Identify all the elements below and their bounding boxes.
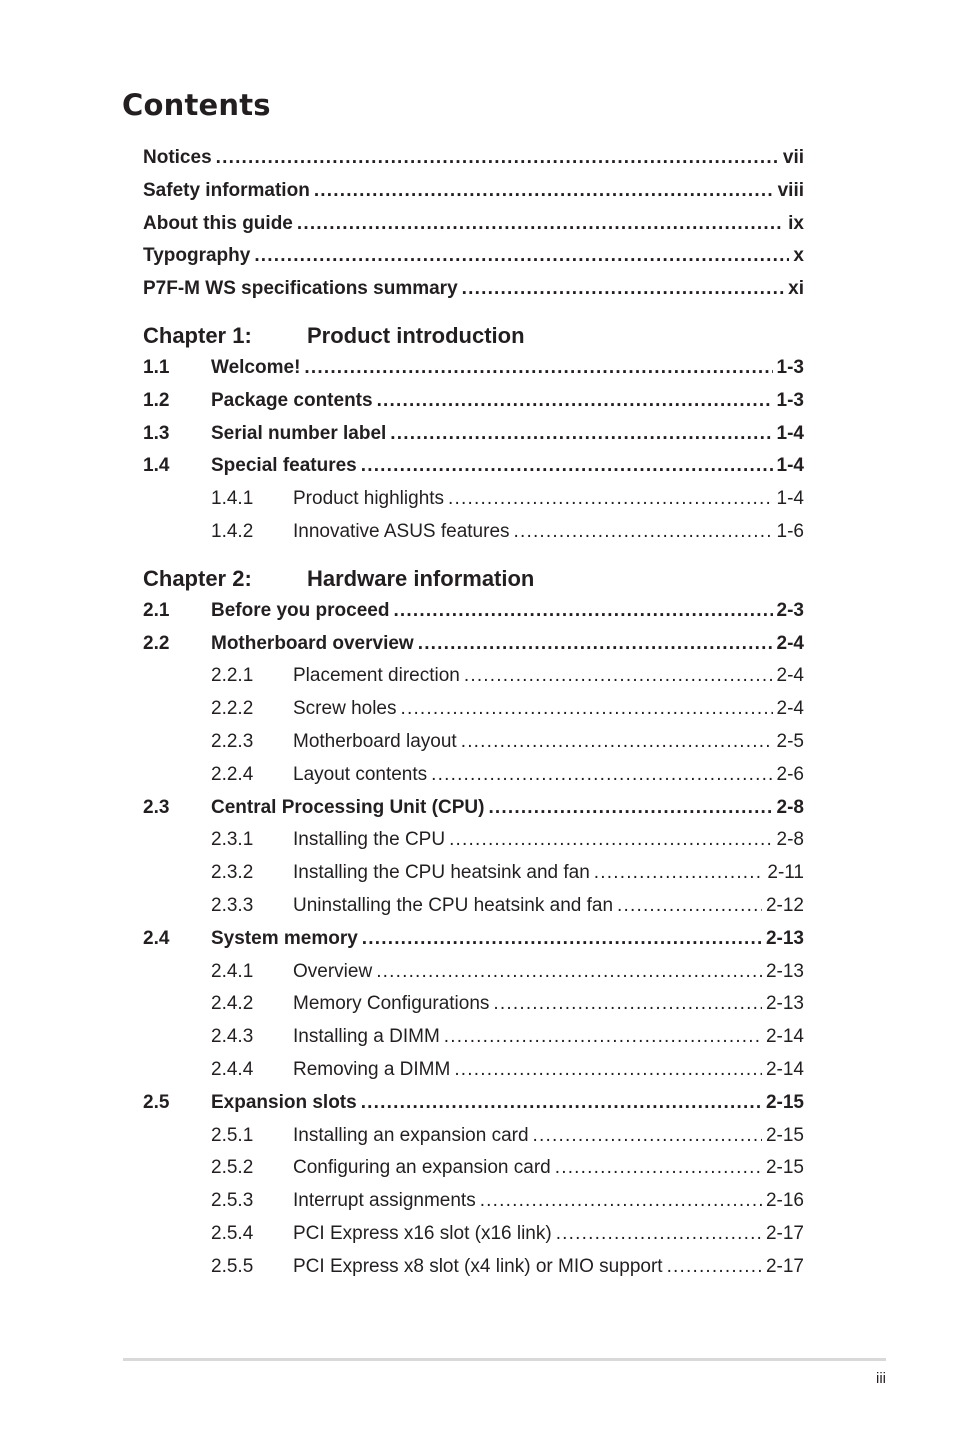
- toc-entry-title: Removing a DIMM: [293, 1058, 451, 1080]
- toc-entry-number: 2.5.2: [211, 1157, 254, 1179]
- toc-entry-title: Uninstalling the CPU heatsink and fan: [293, 894, 614, 916]
- toc-entry-page: 2-14: [765, 1058, 804, 1080]
- dot-leader: [617, 890, 762, 923]
- toc-entry-page: 1-3: [776, 356, 804, 378]
- toc-entry-number: 2.4: [143, 927, 170, 949]
- toc-entry[interactable]: [143, 628, 804, 661]
- dot-leader: [449, 824, 772, 857]
- toc-entry[interactable]: [143, 595, 804, 628]
- toc-entry-title: Installing a DIMM: [293, 1026, 440, 1048]
- toc-entry-page: 1-6: [776, 520, 804, 542]
- toc-entry[interactable]: [143, 175, 804, 208]
- toc-entry[interactable]: [143, 1120, 804, 1153]
- toc-entry[interactable]: [143, 759, 804, 792]
- toc-entry-page: 2-12: [765, 894, 804, 916]
- toc-entry-title: Notices: [143, 147, 212, 168]
- toc-entry-number: 2.4.1: [211, 960, 254, 982]
- toc-entry-title: Before you proceed: [211, 599, 390, 621]
- toc-entry[interactable]: [143, 483, 804, 516]
- toc-entry-number: 1.4: [143, 455, 170, 477]
- toc-entry[interactable]: [143, 890, 804, 923]
- toc-entry-page: 2-13: [765, 960, 804, 982]
- toc-entry-page: xi: [788, 278, 804, 300]
- dot-leader: [361, 1087, 762, 1120]
- dot-leader: [390, 418, 772, 451]
- toc-entry-title: Package contents: [211, 389, 373, 411]
- toc-entry[interactable]: [143, 1218, 804, 1251]
- toc-entry-title: System memory: [211, 927, 358, 949]
- toc-entry-number: 2.5.5: [211, 1255, 254, 1277]
- page-title: Contents: [122, 88, 271, 122]
- toc-entry-page: 2-13: [765, 993, 804, 1015]
- toc-entry-number: 2.3: [143, 796, 170, 818]
- toc-entry-number: 2.5: [143, 1091, 170, 1113]
- toc-entry-title: Innovative ASUS features: [293, 520, 510, 542]
- toc-entry-number: 2.1: [143, 599, 170, 621]
- dot-leader: [377, 385, 773, 418]
- dot-leader: [462, 273, 784, 306]
- dot-leader: [594, 857, 764, 890]
- toc-entry[interactable]: [143, 208, 804, 241]
- toc-entry-title: Installing an expansion card: [293, 1124, 529, 1146]
- dot-leader: [304, 352, 772, 385]
- toc-entry[interactable]: [143, 516, 804, 549]
- dot-leader: [514, 516, 773, 549]
- toc-entry[interactable]: [143, 956, 804, 989]
- toc-entry[interactable]: [143, 1152, 804, 1185]
- toc-entry[interactable]: [143, 240, 804, 273]
- chapter-heading[interactable]: [143, 321, 804, 351]
- toc-entry-title: Welcome!: [211, 356, 301, 378]
- toc-entry-number: 2.2.1: [211, 665, 254, 687]
- toc-entry[interactable]: [143, 273, 804, 306]
- dot-leader: [480, 1185, 762, 1218]
- toc-entry-page: 2-3: [776, 599, 804, 621]
- toc-entry-title: Screw holes: [293, 698, 397, 720]
- dot-leader: [314, 175, 774, 208]
- toc-entry-title: Central Processing Unit (CPU): [211, 796, 485, 818]
- toc-entry[interactable]: [143, 857, 804, 890]
- toc-entry-number: 1.3: [143, 422, 170, 444]
- toc-entry-page: 2-15: [765, 1091, 804, 1113]
- toc-entry-page: 1-4: [776, 422, 804, 444]
- toc-entry-number: 2.3.3: [211, 894, 254, 916]
- toc-entry[interactable]: [143, 824, 804, 857]
- toc-entry-page: 2-16: [765, 1190, 804, 1212]
- dot-leader: [393, 595, 772, 628]
- toc-entry-title: Product highlights: [293, 488, 445, 510]
- toc-entry-number: 1.4.2: [211, 520, 254, 542]
- dot-leader: [556, 1218, 762, 1251]
- toc-entry-number: 2.5.1: [211, 1124, 254, 1146]
- dot-leader: [431, 759, 772, 792]
- toc-entry-title: Motherboard overview: [211, 632, 414, 654]
- toc-entry-page: ix: [788, 212, 804, 234]
- toc-entry-page: x: [793, 245, 804, 267]
- toc-entry-title: Safety information: [143, 179, 310, 201]
- toc-entry-number: 2.3.2: [211, 862, 254, 884]
- toc-entry[interactable]: [143, 450, 804, 483]
- toc-entry-title: Memory Configurations: [293, 993, 490, 1015]
- toc-entry-page: viii: [777, 179, 804, 201]
- toc-entry[interactable]: [143, 792, 804, 825]
- toc-entry-page: 1-4: [776, 488, 804, 510]
- toc-entry[interactable]: [143, 142, 804, 175]
- dot-leader: [362, 923, 762, 956]
- toc-entry-number: 1.4.1: [211, 488, 254, 510]
- toc-entry[interactable]: [143, 1251, 804, 1284]
- toc-entry-page: 2-11: [767, 862, 804, 884]
- toc-entry-number: 2.2: [143, 632, 170, 654]
- chapter-heading[interactable]: [143, 564, 804, 594]
- toc-entry[interactable]: [143, 693, 804, 726]
- toc-entry-page: 2-17: [765, 1255, 804, 1277]
- toc-entry-page: 1-4: [776, 455, 804, 477]
- toc-entry-page: 2-5: [776, 730, 804, 752]
- toc-entry-title: Layout contents: [293, 763, 428, 785]
- dot-leader: [488, 792, 772, 825]
- toc-entry-number: 2.3.1: [211, 829, 254, 851]
- dot-leader: [216, 142, 779, 175]
- toc-entry-title: Serial number label: [211, 422, 387, 444]
- toc-entry-page: 2-4: [776, 665, 804, 687]
- toc-entry[interactable]: [143, 726, 804, 759]
- toc-entry[interactable]: [143, 1021, 804, 1054]
- toc-entry-page: vii: [782, 147, 804, 168]
- toc-entry[interactable]: [143, 660, 804, 693]
- dot-leader: [361, 450, 773, 483]
- dot-leader: [493, 988, 762, 1021]
- toc-entry[interactable]: [143, 1185, 804, 1218]
- toc-entry-title: Configuring an expansion card: [293, 1157, 551, 1179]
- toc-entry-page: 2-4: [776, 698, 804, 720]
- toc-entry-title: Typography: [143, 245, 251, 267]
- toc-entry-page: 2-4: [776, 632, 804, 654]
- footer-divider: [123, 1358, 886, 1361]
- toc-entry-number: 2.2.4: [211, 763, 254, 785]
- toc-entry-title: About this guide: [143, 212, 293, 234]
- dot-leader: [401, 693, 773, 726]
- toc-entry-number: 2.4.3: [211, 1026, 254, 1048]
- chapter-label: Chapter 1:: [143, 322, 252, 348]
- toc-entry-title: Installing the CPU: [293, 829, 446, 851]
- dot-leader: [454, 1054, 762, 1087]
- toc-entry[interactable]: [143, 418, 804, 451]
- dot-leader: [254, 240, 789, 273]
- dot-leader: [418, 628, 773, 661]
- dot-leader: [533, 1120, 762, 1153]
- toc-entry-page: 2-13: [765, 927, 804, 949]
- toc-entry[interactable]: [143, 385, 804, 418]
- table-of-contents: [143, 142, 804, 1284]
- dot-leader: [376, 956, 762, 989]
- toc-entry[interactable]: [143, 988, 804, 1021]
- chapter-title: Hardware information: [307, 565, 535, 591]
- toc-entry-title: Special features: [211, 455, 357, 477]
- toc-entry[interactable]: [143, 352, 804, 385]
- toc-entry-title: Overview: [293, 960, 373, 982]
- toc-entry-page: 2-15: [765, 1157, 804, 1179]
- toc-entry[interactable]: [143, 923, 804, 956]
- toc-entry-title: Installing the CPU heatsink and fan: [293, 862, 590, 884]
- toc-entry-number: 2.2.2: [211, 698, 254, 720]
- toc-entry-title: Motherboard layout: [293, 730, 457, 752]
- footer-page-number: iii: [876, 1370, 886, 1387]
- toc-entry-title: PCI Express x16 slot (x16 link): [293, 1222, 552, 1244]
- toc-entry-page: 2-8: [776, 829, 804, 851]
- toc-entry-title: Placement direction: [293, 665, 460, 687]
- toc-entry-page: 2-8: [776, 796, 804, 818]
- toc-entry-title: Interrupt assignments: [293, 1190, 476, 1212]
- toc-entry-number: 1.2: [143, 389, 170, 411]
- toc-entry-number: 2.5.4: [211, 1222, 254, 1244]
- toc-entry-title: PCI Express x8 slot (x4 link) or MIO support: [293, 1255, 663, 1277]
- dot-leader: [555, 1152, 762, 1185]
- dot-leader: [461, 726, 773, 759]
- dot-leader: [667, 1251, 762, 1284]
- toc-entry-page: 2-14: [765, 1026, 804, 1048]
- dot-leader: [448, 483, 772, 516]
- toc-entry[interactable]: [143, 1087, 804, 1120]
- toc-entry-page: 2-6: [776, 763, 804, 785]
- toc-entry-number: 1.1: [143, 356, 170, 378]
- toc-entry-number: 2.4.4: [211, 1058, 254, 1080]
- toc-entry-page: 2-15: [765, 1124, 804, 1146]
- dot-leader: [297, 208, 784, 241]
- chapter-title: Product introduction: [307, 322, 525, 348]
- toc-entry-title: Expansion slots: [211, 1091, 357, 1113]
- dot-leader: [444, 1021, 762, 1054]
- toc-entry-page: 1-3: [776, 389, 804, 411]
- toc-entry[interactable]: [143, 1054, 804, 1087]
- toc-entry-number: 2.5.3: [211, 1190, 254, 1212]
- dot-leader: [464, 660, 773, 693]
- toc-entry-number: 2.4.2: [211, 993, 254, 1015]
- toc-entry-title: P7F-M WS specifications summary: [143, 278, 458, 300]
- chapter-label: Chapter 2:: [143, 565, 252, 591]
- toc-entry-page: 2-17: [765, 1222, 804, 1244]
- toc-entry-number: 2.2.3: [211, 730, 254, 752]
